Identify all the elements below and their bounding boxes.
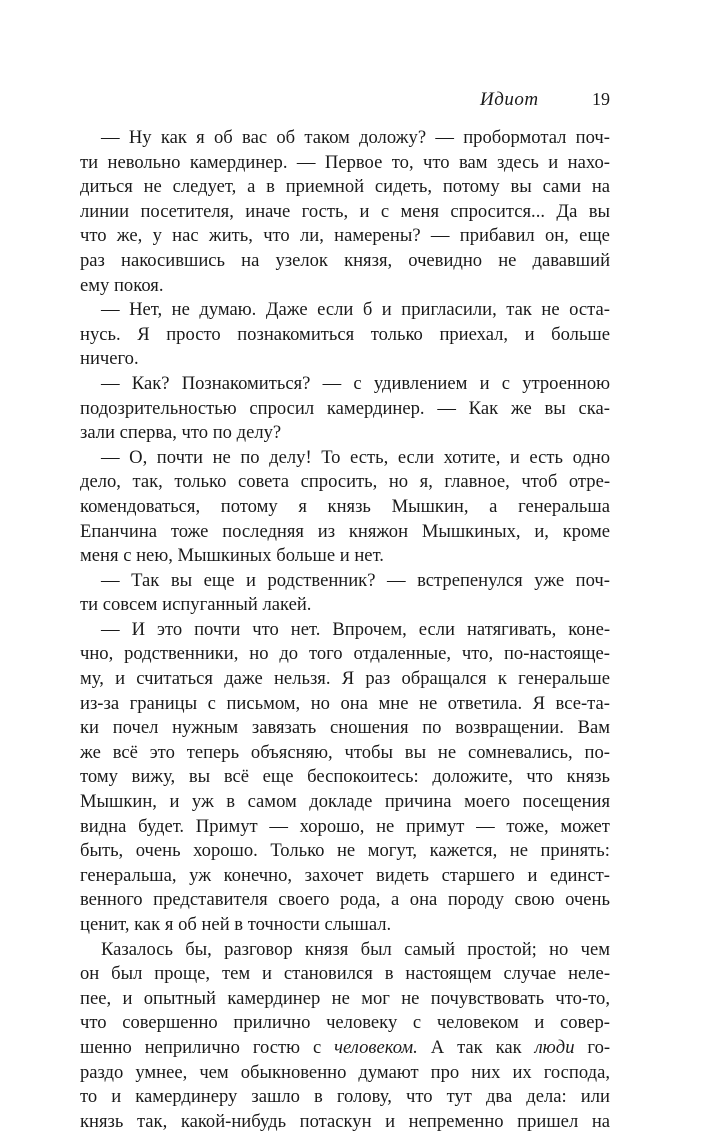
text-line: он был проще, тем и становился в настоящем случае неле- bbox=[80, 963, 611, 985]
running-title: Идиот bbox=[480, 89, 539, 110]
text-line: диться не следует, а в приемной сидеть, потому вы сами на bbox=[80, 176, 611, 198]
text-line: подозрительностью спросил камердинер. — Как же вы ска- bbox=[80, 397, 610, 419]
text-line: — Так вы еще и родственник? — встрепенулся уже поч- bbox=[101, 569, 610, 591]
text-line: видна будет. Примут — хорошо, не примут — тоже, может bbox=[80, 815, 610, 837]
text-line: меня с нею, Мышкиных больше и нет. bbox=[80, 545, 384, 567]
text-line: — Как? Познакомиться? — с удивлением и с утроенною bbox=[101, 372, 611, 394]
text-line: зали сперва, что по делу? bbox=[80, 422, 282, 444]
text-line: ценит, как я об ней в точности слышал. bbox=[80, 914, 392, 935]
text-line: же всё это теперь объясняю, чтобы вы не сомневались, по- bbox=[80, 741, 610, 763]
text-line: быть, очень хорошо. Только не могут, кажется, не принять: bbox=[80, 840, 610, 862]
text-line: Казалось бы, разговор князя был самый простой; но чем bbox=[101, 938, 610, 960]
text-line: ки почел нужным завязать сношения по возвращении. Вам bbox=[80, 717, 611, 739]
text-line: линии посетителя, иначе гость, и с меня спросится... Да вы bbox=[80, 200, 610, 222]
text-line: — Нет, не думаю. Даже если б и пригласили, так не оста- bbox=[101, 299, 610, 321]
text-line: — И это почти что нет. Впрочем, если натягивать, коне- bbox=[101, 618, 611, 640]
text-line: му, и считаться даже нельзя. Я раз обращался к генеральше bbox=[80, 668, 610, 690]
text-line: Епанчина тоже последняя из княжон Мышкиных, и, кроме bbox=[80, 520, 611, 542]
text-line: — Ну как я об вас об таком доложу? — пробормотал поч- bbox=[101, 127, 610, 148]
text-line: раздо умнее, чем обыкновенно думают про них их господа, bbox=[80, 1061, 610, 1083]
text-line: венного представителя своего рода, а она породу свою очень bbox=[80, 889, 610, 911]
text-line: дело, так, только совета спросить, но я, главное, чтоб отре- bbox=[80, 471, 611, 493]
text-line: — О, почти не по делу! То есть, если хотите, и есть одно bbox=[101, 446, 611, 468]
text-line: ему покоя. bbox=[80, 274, 164, 296]
text-line: тому вижу, вы всё еще беспокоитесь: доложите, что князь bbox=[80, 766, 610, 788]
text-line: ничего. bbox=[80, 348, 139, 370]
text-line: чно, родственники, но до того отдаленные, что, по-настояще- bbox=[80, 643, 610, 665]
text-line: нусь. Я просто познакомиться только приехал, и больше bbox=[80, 323, 610, 345]
text-line: что же, у нас жить, что ли, намерены? — прибавил он, еще bbox=[80, 225, 610, 247]
body-text bbox=[80, 126, 610, 1134]
text-line: шенно неприлично гостю с человеком. А так как люди го- bbox=[80, 1036, 611, 1058]
text-line: генеральша, уж конечно, захочет видеть старшего и единст- bbox=[80, 864, 610, 886]
text-line: ти совсем испуганный лакей. bbox=[80, 594, 312, 616]
text-line: то и камердинеру зашло в голову, что тут два дела: или bbox=[80, 1086, 610, 1108]
text-line: пее, и опытный камердинер не мог не почувствовать что-то, bbox=[80, 987, 610, 1009]
text-line: ти невольно камердинер. — Первое то, что вам здесь и нахо- bbox=[80, 151, 610, 173]
page-number: 19 bbox=[592, 89, 610, 109]
text-line: князь так, какой-нибудь потаскун и непременно пришел на bbox=[80, 1110, 611, 1132]
text-line: Мышкин, и уж в самом докладе причина моего посещения bbox=[80, 791, 611, 813]
text-line: комендоваться, потому я князь Мышкин, а генеральша bbox=[80, 495, 610, 517]
text-line: раз накосившись на узелок князя, очевидно не дававший bbox=[80, 249, 611, 271]
running-head bbox=[100, 89, 610, 113]
text-line: из-за границы с письмом, но она мне не ответила. Я все-та- bbox=[80, 692, 610, 714]
text-line: что совершенно прилично человеку с человеком и совер- bbox=[80, 1012, 610, 1034]
